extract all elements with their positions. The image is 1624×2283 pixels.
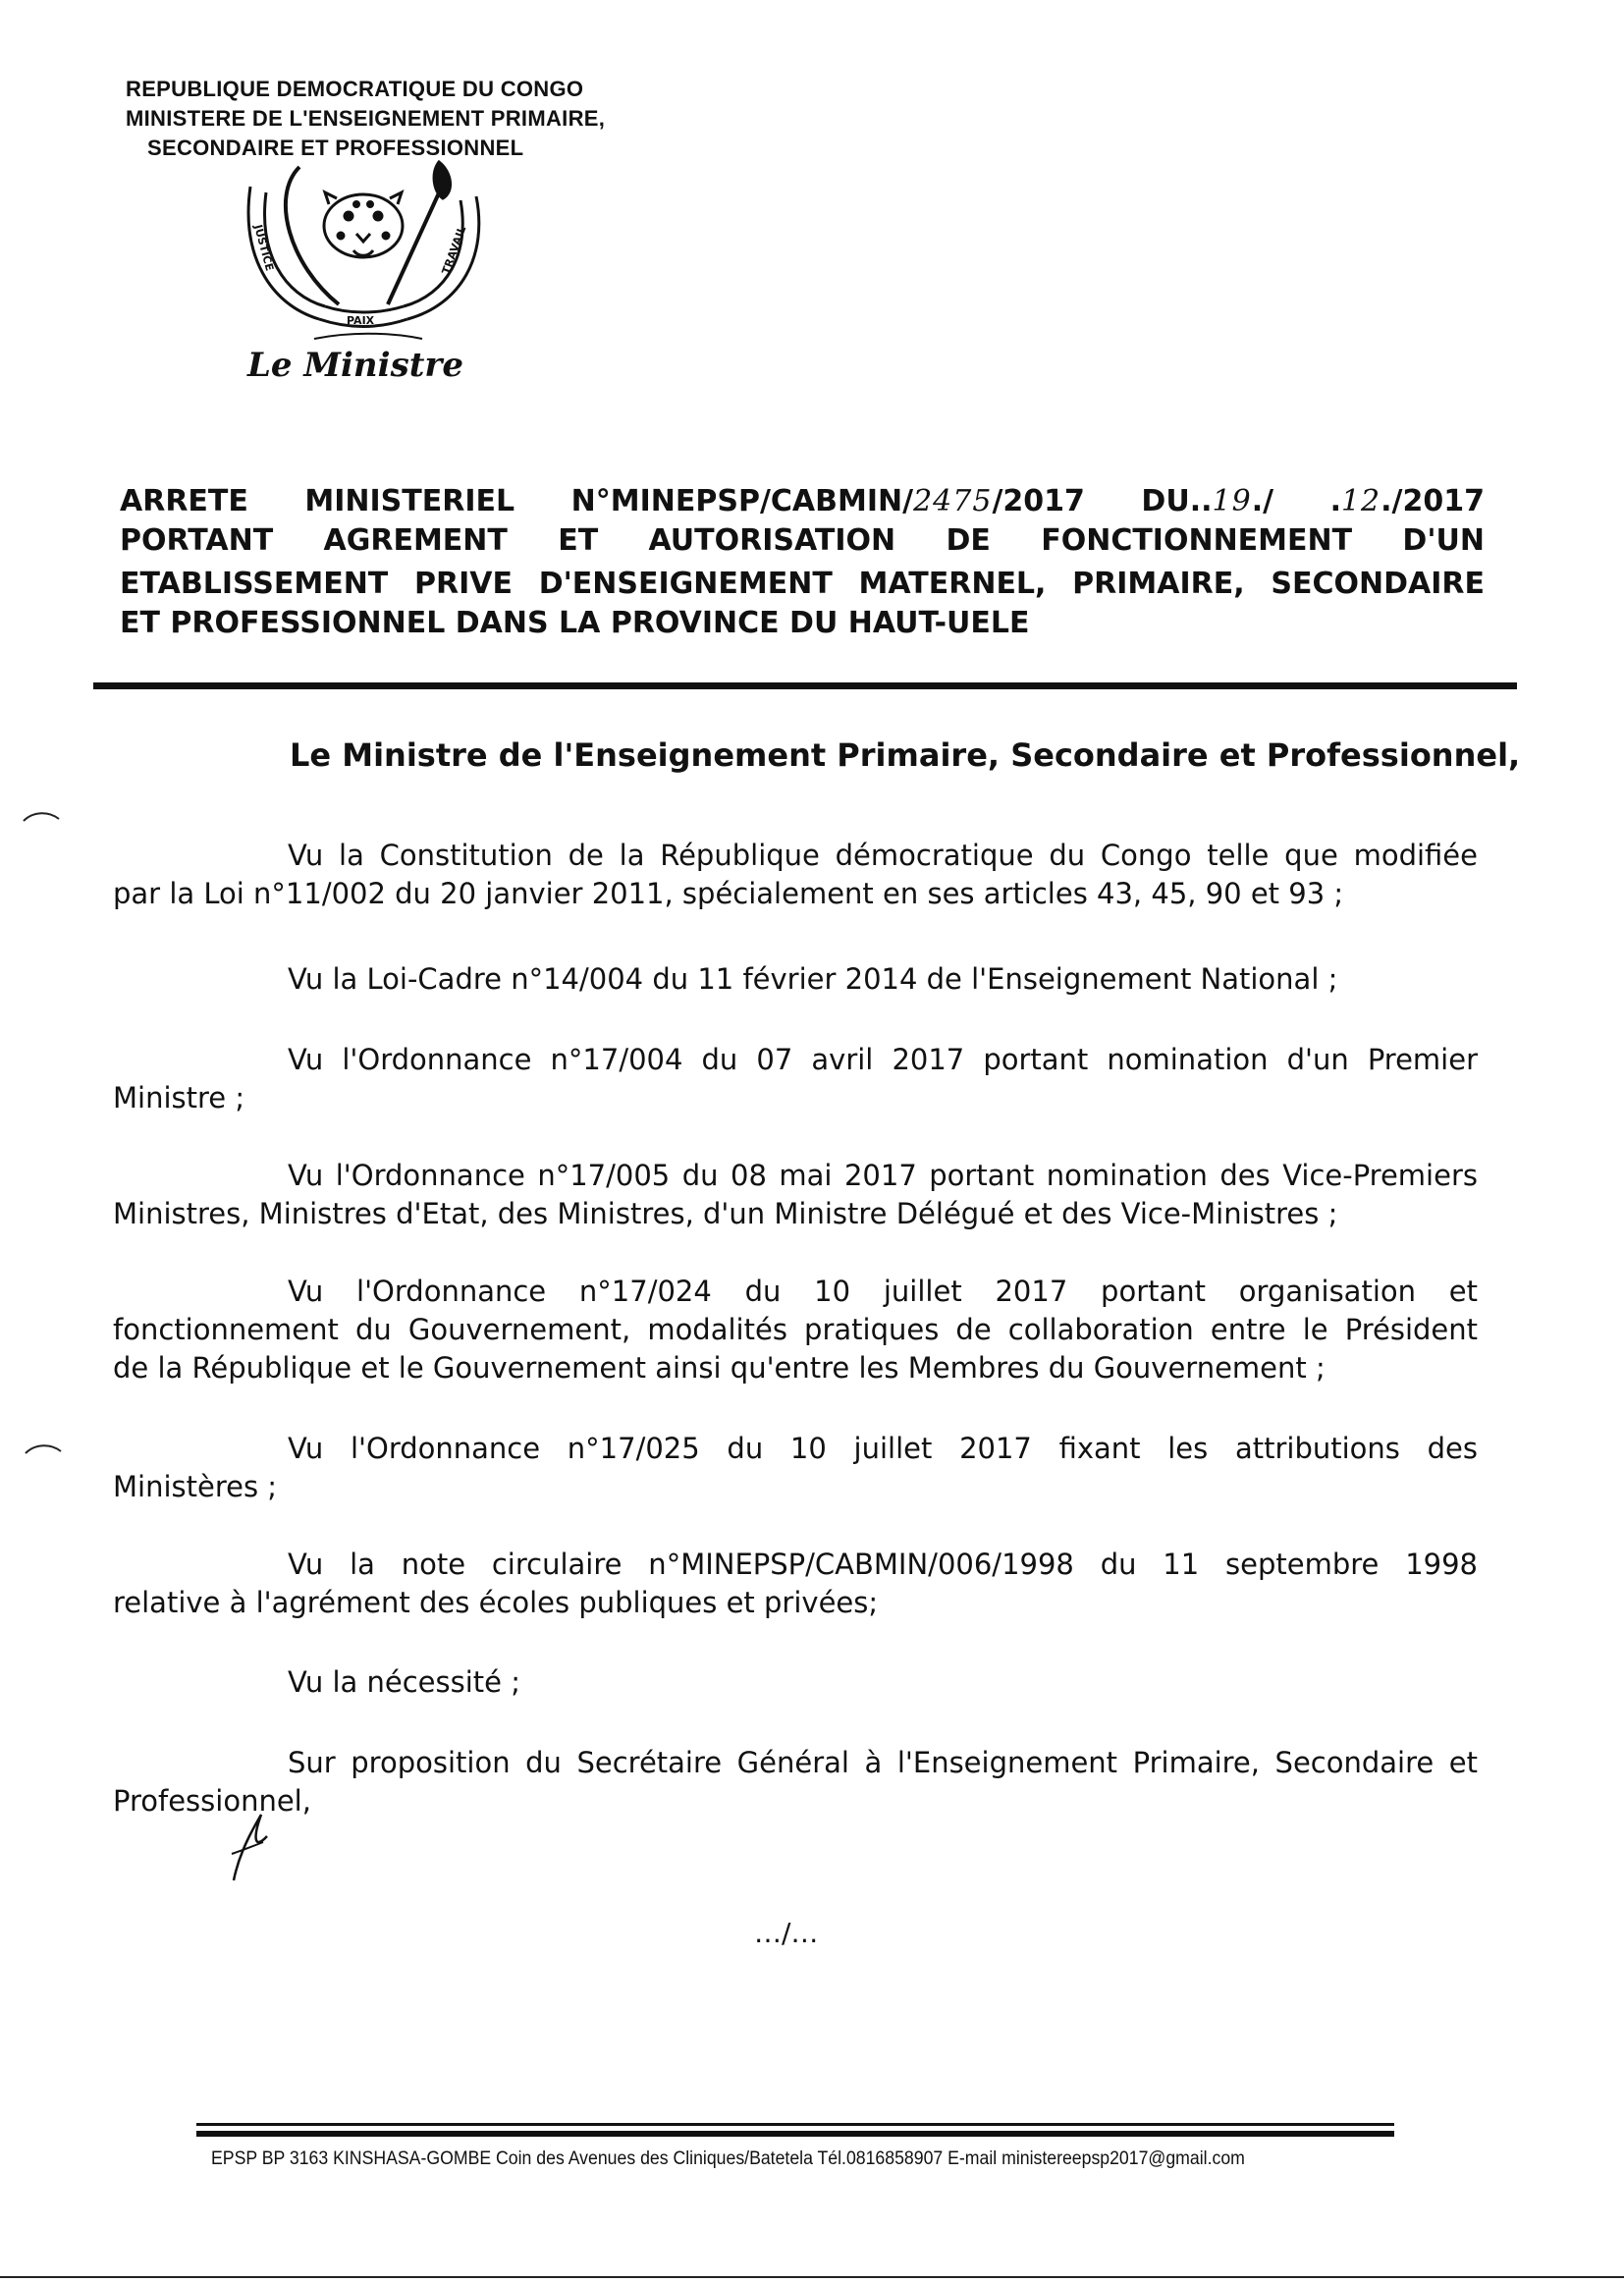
- visa-line: Ministre ;: [113, 1081, 245, 1114]
- initials-mark-icon: [224, 1807, 273, 1885]
- decree-date-sep: ./ .: [1251, 484, 1341, 518]
- visa-line: de la République et le Gouvernement ainsi qu'entre les Membres du Gouvernement ;: [113, 1351, 1326, 1385]
- decree-number-handwritten: 2475: [913, 484, 993, 518]
- visa-ordonnance-17-005: [113, 1157, 1478, 1233]
- visa-ordonnance-17-024: [113, 1273, 1478, 1387]
- decree-title-line3: ETABLISSEMENT PRIVE D'ENSEIGNEMENT MATERNEL, PRIMAIRE, SECONDAIRE: [120, 567, 1485, 601]
- signature-block-le-ministre: Le Ministre: [247, 346, 463, 385]
- visa-line: Vu la note circulaire n°MINEPSP/CABMIN/006/1998 du 11 septembre 1998: [288, 1548, 1478, 1581]
- visa-line: relative à l'agrément des écoles publiques et privées;: [113, 1586, 879, 1619]
- decree-title-line2: PORTANT AGREMENT ET AUTORISATION DE FONCTIONNEMENT D'UN: [120, 523, 1485, 558]
- page-continuation: …/…: [754, 1917, 819, 1949]
- visa-note-circulaire: [113, 1546, 1478, 1622]
- header-ministry: MINISTERE DE L'ENSEIGNEMENT PRIMAIRE,: [126, 106, 606, 131]
- margin-mark-icon: [22, 809, 61, 823]
- visa-line: Ministères ;: [113, 1470, 278, 1503]
- preamble: Le Ministre de l'Enseignement Primaire, Secondaire et Professionnel,: [290, 736, 1521, 774]
- decree-title-prefix: ARRETE MINISTERIEL N°MINEPSP/CABMIN/: [120, 484, 914, 518]
- visa-line: Vu la Constitution de la République démocratique du Congo telle que modifiée: [288, 839, 1478, 872]
- motto-travail: TRAVAIL: [439, 224, 469, 277]
- visa-constitution: [113, 837, 1478, 913]
- decree-title-mid: /2017 DU..: [992, 484, 1213, 518]
- footer-address: EPSP BP 3163 KINSHASA-GOMBE Coin des Avenues des Cliniques/Batetela Tél.0816858907 E-mail ministereepsp2017@gmail.com: [211, 2148, 1245, 2169]
- visa-ordonnance-17-004: [113, 1041, 1478, 1117]
- proposition-secretaire-general: [113, 1744, 1478, 1821]
- footer-divider-thin: [196, 2123, 1394, 2126]
- footer-divider-thick: [196, 2131, 1394, 2137]
- visa-ordonnance-17-025: [113, 1430, 1478, 1506]
- visa-line: Vu l'Ordonnance n°17/005 du 08 mai 2017 portant nomination des Vice-Premiers: [288, 1159, 1478, 1192]
- header-republic: REPUBLIQUE DEMOCRATIQUE DU CONGO: [126, 77, 584, 101]
- decree-title-line1: [120, 485, 1485, 518]
- motto-justice: JUSTICE: [251, 223, 277, 273]
- decree-day-handwritten: 19: [1212, 484, 1252, 518]
- decree-month-handwritten: 12: [1340, 484, 1381, 518]
- visa-line: Ministres, Ministres d'Etat, des Ministres, d'un Ministre Délégué et des Vice-Ministres ;: [113, 1197, 1338, 1230]
- decree-title-line4: ET PROFESSIONNEL DANS LA PROVINCE DU HAUT-UELE: [120, 606, 1030, 640]
- visa-line: Vu l'Ordonnance n°17/024 du 10 juillet 2017 portant organisation et: [288, 1275, 1478, 1308]
- page-bottom-edge: [0, 2276, 1624, 2278]
- visa-loi-cadre: [113, 960, 1478, 999]
- header-ministry-cont: SECONDAIRE ET PROFESSIONNEL: [147, 136, 524, 160]
- visa-line: Vu l'Ordonnance n°17/025 du 10 juillet 2017 fixant les attributions des: [288, 1432, 1478, 1465]
- margin-mark-icon: [24, 1441, 63, 1455]
- visa-line: Professionnel,: [113, 1784, 311, 1818]
- decree-year: ./2017: [1380, 484, 1486, 518]
- coat-of-arms-icon: [231, 157, 496, 353]
- visa-line: Vu l'Ordonnance n°17/004 du 07 avril 2017 portant nomination d'un Premier: [288, 1043, 1478, 1076]
- visa-line: Sur proposition du Secrétaire Général à l'Enseignement Primaire, Secondaire et: [288, 1746, 1478, 1779]
- motto-paix: PAIX: [347, 314, 375, 327]
- visa-line: Vu la nécessité ;: [288, 1665, 520, 1699]
- visa-line: Vu la Loi-Cadre n°14/004 du 11 février 2014 de l'Enseignement National ;: [288, 962, 1338, 996]
- visa-line: fonctionnement du Gouvernement, modalités pratiques de collaboration entre le Président: [113, 1313, 1478, 1346]
- visa-necessite: [113, 1663, 1478, 1702]
- title-divider: [93, 682, 1517, 689]
- visa-line: par la Loi n°11/002 du 20 janvier 2011, spécialement en ses articles 43, 45, 90 et 93 ;: [113, 877, 1344, 910]
